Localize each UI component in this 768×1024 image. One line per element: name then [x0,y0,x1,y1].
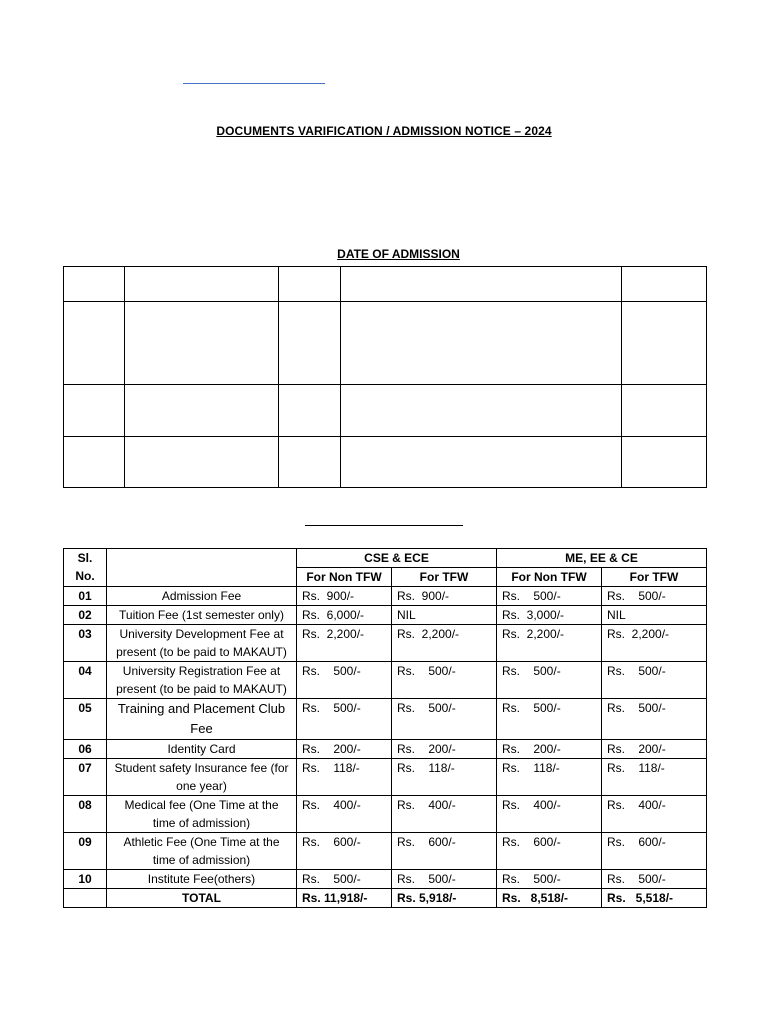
table-row [64,606,707,625]
cse-tfw-amount: Rs. 2,200/- [392,625,497,662]
table-cell [341,385,622,437]
sl-no: 08 [64,796,107,833]
me-non-tfw-amount: Rs. 500/- [497,699,602,740]
table-cell [622,437,707,488]
cse-non-tfw-header: For Non TFW [297,568,392,587]
cse-tfw-header: For TFW [392,568,497,587]
table-cell [279,267,341,302]
cse-non-tfw-amount: Rs. 500/- [297,699,392,740]
table-row [64,385,707,437]
table-row [64,796,707,833]
sl-no: 06 [64,740,107,759]
cse-tfw-amount: Rs. 400/- [392,796,497,833]
fee-description: Tuition Fee (1st semester only) [107,606,297,625]
cse-tfw-amount: NIL [392,606,497,625]
table-cell [279,302,341,385]
me-non-tfw-header: For Non TFW [497,568,602,587]
cse-tfw-amount: Rs. 500/- [392,699,497,740]
sl-no: 03 [64,625,107,662]
fee-structure-table [63,548,707,908]
total-label: TOTAL [107,889,297,908]
me-tfw-amount: Rs. 400/- [602,796,707,833]
fee-description: Institute Fee(others) [107,870,297,889]
me-tfw-total: Rs. 5,518/- [602,889,707,908]
fee-description: Admission Fee [107,587,297,606]
cse-non-tfw-amount: Rs. 500/- [297,870,392,889]
fee-description: Medical fee (One Time at the time of admission) [107,796,297,833]
me-non-tfw-amount: Rs. 118/- [497,759,602,796]
cse-non-tfw-amount: Rs. 900/- [297,587,392,606]
me-tfw-header: For TFW [602,568,707,587]
table-cell [125,267,279,302]
cse-ece-header: CSE & ECE [297,549,497,568]
me-non-tfw-amount: Rs. 2,200/- [497,625,602,662]
me-non-tfw-total: Rs. 8,518/- [497,889,602,908]
me-non-tfw-amount: Rs. 400/- [497,796,602,833]
me-non-tfw-amount: Rs. 200/- [497,740,602,759]
table-row [64,759,707,796]
table-cell [622,267,707,302]
table-header-row [64,549,707,568]
cse-non-tfw-amount: Rs. 400/- [297,796,392,833]
table-row [64,740,707,759]
table-cell [341,437,622,488]
table-row [64,267,707,302]
me-tfw-amount: NIL [602,606,707,625]
table-cell [341,302,622,385]
table-row [64,437,707,488]
table-cell [622,302,707,385]
cse-non-tfw-amount: Rs. 500/- [297,662,392,699]
me-non-tfw-amount: Rs. 500/- [497,870,602,889]
notice-title: DOCUMENTS VARIFICATION / ADMISSION NOTICE – 2024 [216,124,552,138]
table-row [64,699,707,740]
me-ee-ce-header: ME, EE & CE [497,549,707,568]
table-cell [125,302,279,385]
sl-no: 09 [64,833,107,870]
me-tfw-amount: Rs. 500/- [602,662,707,699]
cse-non-tfw-amount: Rs. 118/- [297,759,392,796]
cse-non-tfw-amount: Rs. 600/- [297,833,392,870]
table-cell [279,437,341,488]
me-tfw-amount: Rs. 2,200/- [602,625,707,662]
sl-no: 05 [64,699,107,740]
table-row [64,625,707,662]
table-row [64,662,707,699]
sl-no: 04 [64,662,107,699]
table-cell [125,437,279,488]
fee-description: Training and Placement Club Fee [107,699,297,740]
sl-no: 02 [64,606,107,625]
me-tfw-amount: Rs. 200/- [602,740,707,759]
table-cell [341,267,622,302]
me-tfw-amount: Rs. 500/- [602,699,707,740]
cse-non-tfw-amount: Rs. 2,200/- [297,625,392,662]
sl-no: 10 [64,870,107,889]
admission-date-table [63,266,707,488]
top-link-underline [183,83,325,84]
table-row [64,587,707,606]
table-cell [64,267,125,302]
me-tfw-amount: Rs. 600/- [602,833,707,870]
cse-tfw-amount: Rs. 500/- [392,662,497,699]
table-row [64,833,707,870]
me-non-tfw-amount: Rs. 500/- [497,587,602,606]
cse-tfw-amount: Rs. 118/- [392,759,497,796]
table-row [64,302,707,385]
description-header [107,549,297,587]
table-cell [125,385,279,437]
cse-tfw-amount: Rs. 900/- [392,587,497,606]
table-cell [622,385,707,437]
me-non-tfw-amount: Rs. 3,000/- [497,606,602,625]
fee-description: Athletic Fee (One Time at the time of admission) [107,833,297,870]
total-row [64,889,707,908]
me-tfw-amount: Rs. 500/- [602,870,707,889]
section-divider-line [305,525,463,526]
fee-description: Student safety Insurance fee (for one year) [107,759,297,796]
cse-non-tfw-total: Rs. 11,918/- [297,889,392,908]
sl-no: 07 [64,759,107,796]
cse-tfw-amount: Rs. 600/- [392,833,497,870]
sl-no-header: Sl. No. [64,549,107,587]
fee-description: University Registration Fee at present (to be paid to MAKAUT) [107,662,297,699]
cse-non-tfw-amount: Rs. 200/- [297,740,392,759]
me-tfw-amount: Rs. 500/- [602,587,707,606]
cse-tfw-amount: Rs. 500/- [392,870,497,889]
table-cell [279,385,341,437]
total-sl-cell [64,889,107,908]
date-of-admission-heading: DATE OF ADMISSION [337,247,460,261]
sl-no: 01 [64,587,107,606]
table-cell [64,302,125,385]
cse-tfw-amount: Rs. 200/- [392,740,497,759]
cse-non-tfw-amount: Rs. 6,000/- [297,606,392,625]
fee-description: Identity Card [107,740,297,759]
table-cell [64,437,125,488]
me-non-tfw-amount: Rs. 500/- [497,662,602,699]
fee-description: University Development Fee at present (to be paid to MAKAUT) [107,625,297,662]
me-non-tfw-amount: Rs. 600/- [497,833,602,870]
cse-tfw-total: Rs. 5,918/- [392,889,497,908]
me-tfw-amount: Rs. 118/- [602,759,707,796]
table-cell [64,385,125,437]
table-row [64,870,707,889]
